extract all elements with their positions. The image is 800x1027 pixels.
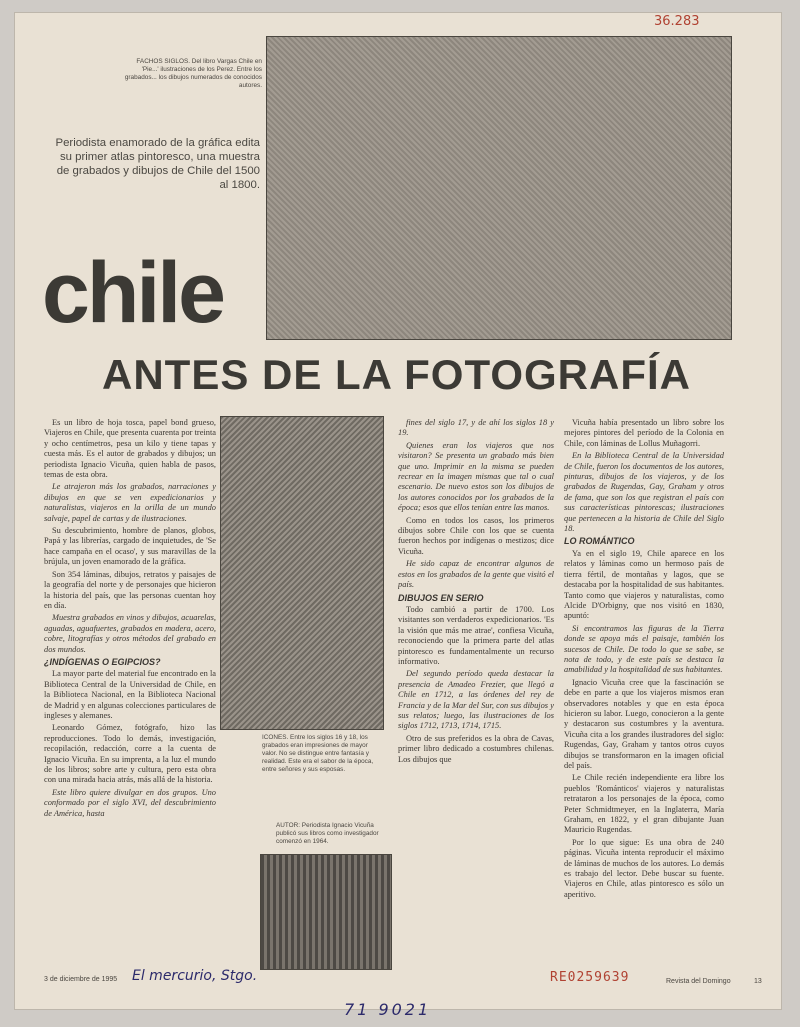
article-column-1: [44, 418, 216, 854]
intro-text: Periodista enamorado de la gráfica edita su primer atlas pintoresco, una muestra de grabados y dibujos de Chile del 1500 al 1800.: [55, 137, 260, 191]
archive-number-bottom: 71 9021: [344, 1000, 432, 1019]
footer-date: 3 de diciembre de 1995: [44, 976, 118, 983]
title-subheading: ANTES DE LA FOTOGRAFÍA: [102, 351, 691, 398]
subhead-indigenas: ¿INDÍGENAS O EGIPCIOS?: [44, 656, 161, 667]
paragraph: La mayor parte del material fue encontrado en la Biblioteca Central de la Universidad de Chile, en la Biblioteca Nacional, en la Biblioteca Nacional de Madrid y en algunas colecciones particulares de ingleses y alemanes.: [44, 669, 216, 720]
article-column-3: [564, 418, 724, 946]
paragraph: Son 354 láminas, dibujos, retratos y paisajes de la geografía del norte y de personajes que hicieron la historia del país, que las personas cuentan hoy en día.: [44, 569, 216, 610]
author-portrait: [260, 854, 392, 970]
engraving-image: [220, 416, 384, 730]
author-caption: AUTOR: Periodista Ignacio Vicuña publicó sus libros como investigador comenzó en 1964.: [276, 822, 379, 845]
paragraph: Si encontramos las figuras de la Tierra donde se apoya más el paisaje, también los sucesos de Chile. De todo lo que se sabe, se nota de todo, y de este país se destaca la amabilidad y la hospitalidad de sus habitantes.: [564, 623, 724, 675]
paragraph: Este libro quiere divulgar en dos grupos. Uno conformado por el siglo XVI, del descubrimiento de América, hasta: [44, 787, 216, 818]
paragraph: Le Chile recién independiente era libre los pueblos 'Románticos' viajeros y naturalistas retrataron a los personajes de la época, como Peter Schmidtmeyer, en la Inglaterra, María Graham, en 1822, y el gran dibujante Juan Mauricio Rugendas.: [564, 773, 724, 835]
paragraph: En la Biblioteca Central de la Universidad de Chile, fueron los documentos de los autores, pinturas, dibujos de los viajeros, y de los grabados de Rugendas, Gay, Graham y otros de fama, que son los que registran el país con sus características pintorescas; ilustraciones que pertenecen a la historia de Chile del Siglo 18.: [564, 451, 724, 534]
footer-page-number: 13: [754, 978, 762, 985]
paragraph: Como en todos los casos, los primeros dibujos sobre Chile con los que se cuenta fueron hechos por indígenas o mestizos; dice Vicuña.: [398, 515, 554, 556]
paragraph: Ya en el siglo 19, Chile aparece en los relatos y láminas como un hermoso país de tierra fértil, de montañas y lagos, que se destacaba por la hospitalidad de sus habitantes. Tanto como que viajeros y naturalistas, como Alcide D'Orbigny, que nos visitó en 1830, apuntó:: [564, 548, 724, 621]
header-engraving-photo: [266, 36, 732, 340]
archive-stamp-number: RE0259639: [550, 970, 630, 985]
paragraph: Leonardo Gómez, fotógrafo, hizo las reproducciones. Todo lo demás, investigación, recopilación, redacción, corre a la cuenta de Ignacio Vicuña. En su imprenta, a la luz el mundo de los libros; sobre arte y cultura, pero esta obra con una mirada hacia atrás, más allá de la historia.: [44, 723, 216, 785]
footer-publication: Revista del Domingo: [666, 978, 731, 985]
paragraph: Quienes eran los viajeros que nos visitaron? Se presenta un grabado más bien que uno. Imprimir en la misma se pueden recrear en la imagen mismas que tal o cual escenario. De nuevo estos son los dibujos de los autores conocidos por los grabados de la época; esos que ellos tenían entre las manos.: [398, 440, 554, 513]
handwritten-source-note: El mercurio, Stgo.: [132, 968, 258, 984]
header-photo-caption: FACHOS SIGLOS. Del libro Vargas Chile en 'Pie...' ilustraciones de los Perez. Entre los grabados... los dibujos numerados de conocidos autores.: [124, 58, 262, 89]
paragraph: Ignacio Vicuña cree que la fascinación se debe en parte a que los viajeros mismos eran observadores notables y que en esta época hicieron su labor. Luego, conocieron a la gente y destacaron sus costumbres y la aventura. Vicuña cita a los grandes ilustradores del siglo: Rugendas, Gay, Graham y tantos otros cuyos dibujos se transformaron en la imagen oficial del país.: [564, 677, 724, 770]
paragraph: fines del siglo 17, y de ahí los siglos 18 y 19.: [398, 418, 554, 438]
title-chile: chile: [42, 245, 223, 341]
article-column-2: [398, 418, 554, 946]
newspaper-clipping: [14, 12, 782, 1010]
paragraph: Vicuña había presentado un libro sobre los mejores pintores del período de la Colonia en Chile, con láminas de Lollus Muñagorri.: [564, 418, 724, 448]
engraving-caption: ICONES. Entre los siglos 16 y 18, los grabados eran impresiones de mayor valor. No se distingue entre fantasía y realidad. Este era el sabor de la época, entre señores y sus esposas.: [262, 734, 374, 773]
paragraph: Su descubrimiento, hombre de planos, globos, Papá y las librerías, cargado de inquietudes, de 'Se hace campaña en el ocaso', y sus maravillas de la brújula, un joven enamorado de la gráfica.: [44, 526, 216, 567]
paragraph: Muestra grabados en vinos y dibujos, acuarelas, aguadas, aguafuertes, grabados en madera, acero, cobre, litografías y otros métodos del grabado en dos mundos.: [44, 613, 216, 654]
paragraph: Por lo que sigue: Es una obra de 240 páginas. Vicuña intenta reproducir el máximo de láminas de muchos de los autores. Lo demás es trabajo del lector. Debe buscar su fuente. Viajeros en Chile, atlas pintoresco es sólo un aperitivo.: [564, 837, 724, 899]
archive-number-top: 36.283: [654, 14, 700, 29]
paragraph: Es un libro de hoja tosca, papel bond grueso, Viajeros en Chile, que presenta cuarenta por treinta y ocho centímetros, pesa un kilo y tiene tapas y cuesta más. Es el autor de grabados y dibujos; un periodista Ignacio Vicuña, quien habla de pasos, temas de esta obra.: [44, 418, 216, 480]
paragraph: Le atrajeron más los grabados, narraciones y dibujos en que se ven expedicionarios y naturalistas, viajeros en la orilla de un mundo salvaje, papel de cartas y de ilustraciones.: [44, 482, 216, 523]
paragraph: He sido capaz de encontrar algunos de estos en los grabados de la gente que visitó el país.: [398, 559, 554, 590]
paragraph: Del segundo período queda destacar la presencia de Amadeo Frezier, que llegó a Chile en 1712, a las órdenes del rey de Francia y de la Mar del Sur, con sus dibujos y sus relatos; luego, las ilustraciones de los siglos 1712, 1713, 1714, 1715.: [398, 669, 554, 731]
subhead-romantico: LO ROMÁNTICO: [564, 536, 635, 547]
subhead-dibujos: DIBUJOS EN SERIO: [398, 592, 484, 603]
paragraph: Otro de sus preferidos es la obra de Cavas, primer libro dedicado a costumbres chilenas. Los dibujos que: [398, 733, 554, 764]
paragraph: Todo cambió a partir de 1700. Los visitantes son verdaderos expedicionarios. 'Es la visión que más me atrae', confiesa Vicuña, reconociendo que la primera parte del atlas pintoresco es fundamentalmente un recurso informativo.: [398, 604, 554, 666]
